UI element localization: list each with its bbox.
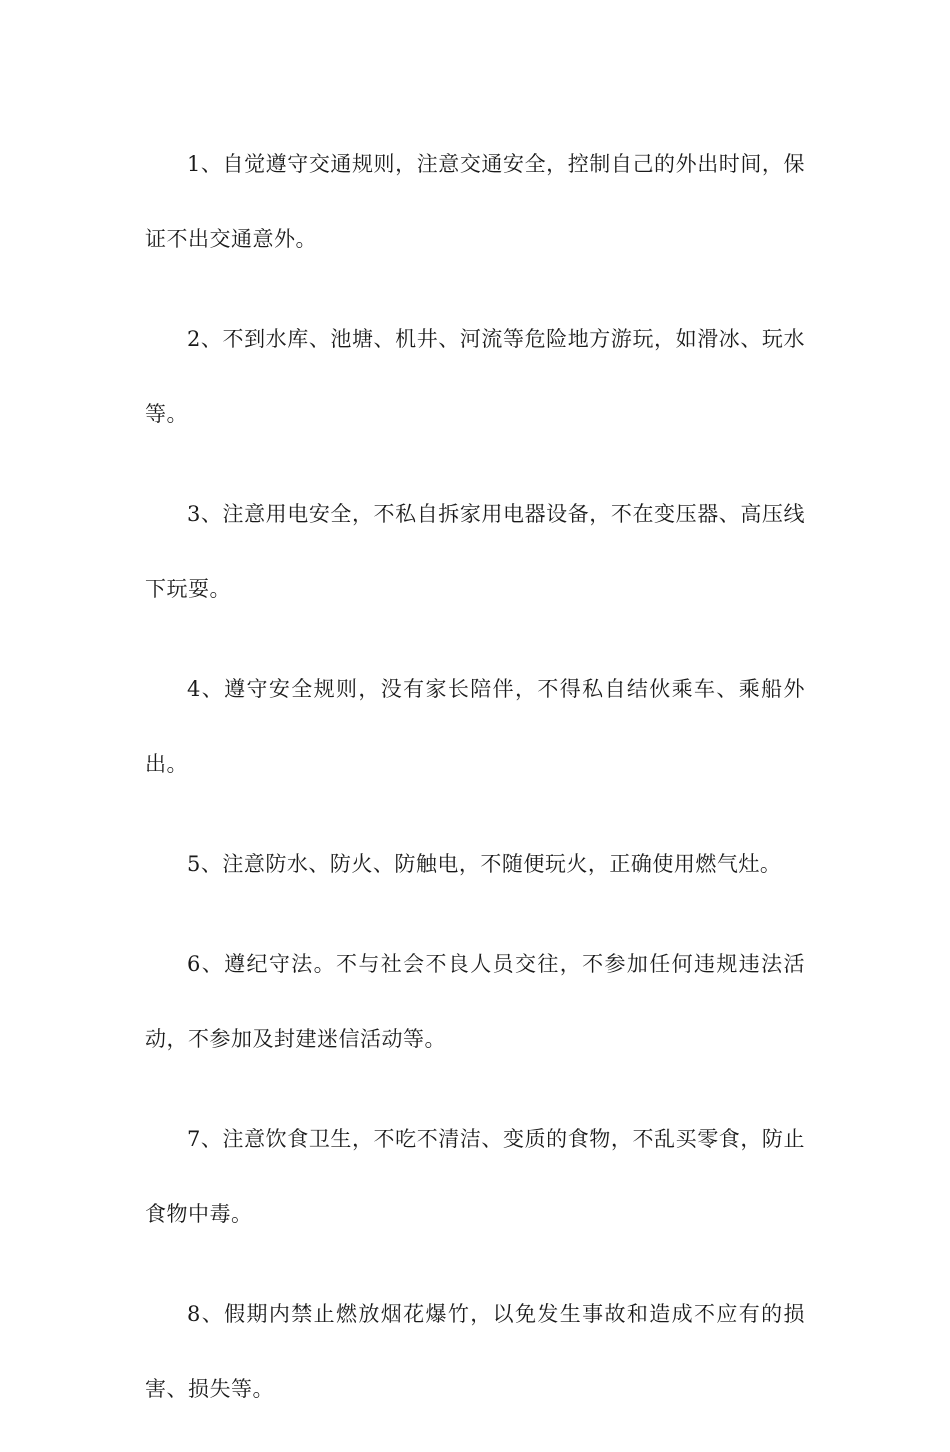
rule-item-8: 8、假期内禁止燃放烟花爆竹，以免发生事故和造成不应有的损害、损失等。 [145,1302,805,1401]
rule-item-5: 5、注意防水、防火、防触电，不随便玩火，正确使用燃气灶。 [187,852,782,876]
rule-item-6: 6、遵纪守法。不与社会不良人员交往，不参加任何违规违法活动，不参加及封建迷信活动等。 [145,952,805,1051]
document-body [145,127,805,1452]
rule-item-2: 2、不到水库、池塘、机井、河流等危险地方游玩，如滑冰、玩水等。 [145,327,805,426]
rule-item-1: 1、自觉遵守交通规则，注意交通安全，控制自己的外出时间，保证不出交通意外。 [145,152,805,251]
rule-item-3: 3、注意用电安全，不私自拆家用电器设备，不在变压器、高压线下玩耍。 [145,502,805,601]
rule-item-4: 4、遵守安全规则，没有家长陪伴，不得私自结伙乘车、乘船外出。 [145,677,805,776]
rule-item-7: 7、注意饮食卫生，不吃不清洁、变质的食物，不乱买零食，防止食物中毒。 [145,1127,805,1226]
